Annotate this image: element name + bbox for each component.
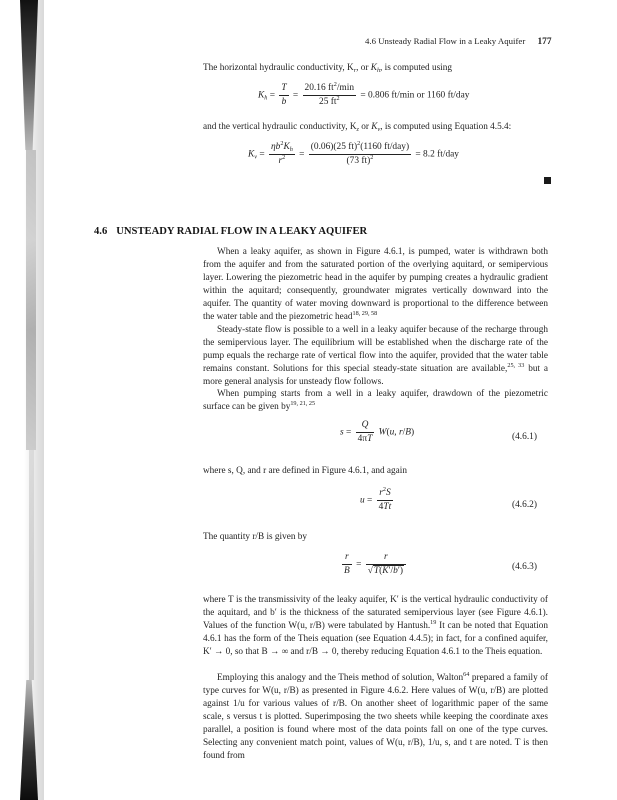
- quantity-r-over-b-line: The quantity r/B is given by: [203, 532, 308, 542]
- equation-horizontal-conductivity: $K_h$ = $\frac{T}{b}$ = $\frac{20.16 ft^2/\min}{25 ft^2}$ = 0.806 ft/min or 1160 ft/day: [258, 81, 470, 107]
- where-definition-line: where s, Q, and r are defined in Figure 4.6.1, and again: [203, 466, 407, 476]
- paragraph-walton-type-curves: Employing this analogy and the Theis method of solution, Walton$^{64}$ prepared a family of type curves for W(u, r/B) as presented in Figure 4.6.2. Here values of W(u, r/B) are plotted against 1/u for various values of r/B. On another sheet of logarithmic paper of the same scale, s versus t is plotted. Superimposing the two sheets while keeping the coordinate axes parallel, a position is found where most of the data points fall on one of the type curves. Selecting any convenient match point, values of W(u, r/B), 1/u, s, and t are noted. T is then found from: [203, 671, 549, 761]
- page-binding-shadow: [0, 0, 44, 800]
- page-number: 177: [537, 37, 552, 47]
- spine-lower: [29, 450, 34, 680]
- equation-4-6-2: u = $\frac{r^2S}{4Tt}$: [360, 486, 392, 512]
- spine-middle: [26, 150, 36, 450]
- equation-4-6-3: $\frac{r}{B}$ = $\frac{r}{√T(K'/b')}$: [340, 552, 408, 577]
- equation-number-4-6-3: (4.6.3): [512, 562, 537, 572]
- vertical-conductivity-sentence: and the vertical hydraulic conductivity, $K_z$ or $K_v$, is computed using Equation 4.5.4:: [203, 122, 512, 133]
- paragraph-drawdown-intro: When pumping starts from a well in a leaky aquifer, drawdown of the piezometric surface can be given by$^{19, 21, 25}$: [203, 389, 548, 412]
- running-head-title: 4.6 Unsteady Radial Flow in a Leaky Aquifer: [365, 36, 526, 46]
- paragraph-steady-state-flow: Steady-state flow is possible to a well in a leaky aquifer because of the recharge through the semipervious layer. The equilibrium will be established when the discharge rate of the pump equals the recharge rate of vertical flow into the aquifer, provided that the water table remains constant. Solutions for this special steady-state situation are available,$^{25, 33}$ but a more general analysis for unsteady flow follows.: [203, 325, 548, 387]
- running-head: [365, 36, 552, 47]
- equation-number-4-6-1: (4.6.1): [512, 432, 537, 442]
- paragraph-transmissivity-definitions: where T is the transmissivity of the leaky aquifer, K′ is the vertical hydraulic conductivity of the aquitard, and b′ is the thickness of the saturated semipervious layer (see Figure 4.6.1). Values of the function W(u, r/B) were tabulated by Hantush.$^{19}$ It can be noted that Equation 4.6.1 has the form of the Theis equation (see Equation 4.4.5); in fact, for a confined aquifer, K′ → 0, so that B → ∞ and r/B → 0, thereby reducing Equation 4.6.1 to the Theis equation.: [203, 595, 548, 657]
- paragraph-leaky-aquifer-pumping: When a leaky aquifer, as shown in Figure 4.6.1, is pumped, water is withdrawn both from the aquifer and from the saturated portion of the overlying aquitard, or semipervious layer. Lowering the piezometric head in the aquifer by pumping creates a hydraulic gradient within the aquitard; consequently, groundwater migrates vertically downward into the aquifer. The quantity of water moving downward is proportional to the difference between the water table and the piezometric head$^{18, 29, 58}$: [203, 247, 548, 322]
- section-number: 4.6: [94, 226, 108, 237]
- equation-vertical-conductivity: $K_v$ = $\frac{\eta b^2K_h}{r^2}$ = $\frac{(0.06)(25 ft)^2(1160 ft/day)}{(73 ft)^2}$ = 8.2 ft/day: [248, 140, 459, 166]
- example-end-marker: [544, 177, 551, 184]
- equation-number-4-6-2: (4.6.2): [512, 500, 537, 510]
- section-title: UNSTEADY RADIAL FLOW IN A LEAKY AQUIFER: [116, 226, 368, 237]
- section-heading: [94, 226, 367, 237]
- horizontal-conductivity-sentence: The horizontal hydraulic conductivity, $K_r$, or $K_h$, is computed using: [203, 63, 452, 74]
- equation-4-6-1: s = $\frac{Q}{4\pi T}$ W(u, r/B): [340, 420, 415, 444]
